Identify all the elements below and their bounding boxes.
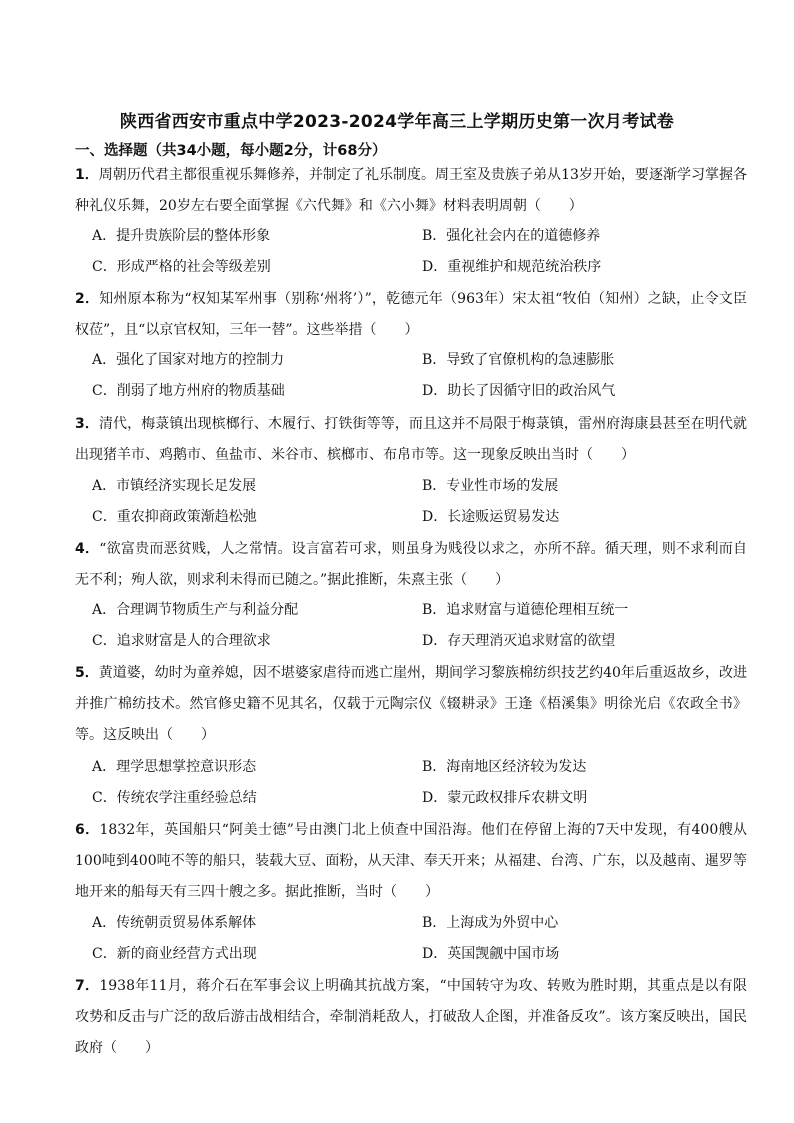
question-3 xyxy=(75,409,747,471)
question-text: 1832年，英国船只“阿美士德”号由澳门北上侦查中国沿海。他们在停留上海的7天中发现，有400艘从100吨到400吨不等的船只，装载大豆、面粉，从天津、奉天开来；从福建、台湾、广东，以及越南、暹罗等地开来的船每天有三四十艘之多。据此推断，当时（ ） xyxy=(75,822,747,900)
option-d: D．重视维护和规范统治秩序 xyxy=(422,259,602,275)
option-d: D．助长了因循守旧的政治风气 xyxy=(422,383,616,399)
option-d: D．长途贩运贸易发达 xyxy=(422,509,560,525)
question-text: 黄道婆，幼时为童养媳，因不堪婆家虐待而逃亡崖州，期间学习黎族棉纺织技艺约40年后重返故乡，改进并推广棉纺技术。然官修史籍不见其名，仅载于元陶宗仪《辍耕录》王逢《梧溪集》明徐光启《农政全书》等。这反映出（ ） xyxy=(75,665,747,743)
question-text: “欲富贵而恶贫贱，人之常情。设言富若可求，则虽身为贱役以求之，亦所不辞。循天理，则不求利而自无不利；殉人欲，则求利未得而已随之。”据此推断，朱熹主张（ ） xyxy=(75,541,747,588)
exam-title: 陕西省西安市重点中学2023-2024学年高三上学期历史第一次月考试卷 xyxy=(119,112,675,132)
option-a: A．市镇经济实现长足发展 xyxy=(92,478,257,494)
option-c: C．削弱了地方州府的物质基础 xyxy=(92,383,285,399)
question-6-options xyxy=(92,908,752,970)
option-c: C．新的商业经营方式出现 xyxy=(92,946,257,962)
question-text: 周朝历代君主都很重视乐舞修养，并制定了礼乐制度。周王室及贵族子弟从13岁开始，要逐渐学习掌握各种礼仪乐舞，20岁左右要全面掌握《六代舞》和《六小舞》材料表明周朝（ ） xyxy=(75,167,747,214)
option-a: A．理学思想掌控意识形态 xyxy=(92,759,257,775)
question-3-options xyxy=(92,471,752,533)
question-5-options xyxy=(92,752,752,814)
option-b: B．追求财富与道德伦理相互统一 xyxy=(422,602,629,618)
question-text: 知州原本称为“权知某军州事（别称‘州将’）”，乾德元年（963年）宋太祖“牧伯（知州）之缺，止令文臣权莅”，且“以京官权知，三年一替”。这些举措（ ） xyxy=(75,291,747,338)
question-text: 清代，梅菉镇出现槟榔行、木履行、打铁街等等，而且这并不局限于梅菉镇，雷州府海康县甚至在明代就出现猪羊市、鸡鹅市、鱼盐市、米谷市、槟榔市、布帛市等。这一现象反映出当时（ ） xyxy=(75,416,748,463)
question-2 xyxy=(75,284,747,346)
option-a: A．合理调节物质生产与利益分配 xyxy=(92,602,299,618)
question-5 xyxy=(75,658,747,751)
option-c: C．形成严格的社会等级差别 xyxy=(92,259,271,275)
question-number: 3． xyxy=(75,416,99,432)
question-text: 1938年11月，蒋介石在军事会议上明确其抗战方案，“中国转守为攻、转败为胜时期，其重点是以有限攻势和反击与广泛的敌后游击战相结合，牵制消耗敌人，打破敌人企图，并准备反攻”。该方案反映出，国民政府（ ） xyxy=(75,978,747,1056)
question-4 xyxy=(75,534,747,596)
option-b: B．上海成为外贸中心 xyxy=(422,915,559,931)
question-number: 5． xyxy=(75,665,99,681)
option-a: A．强化了国家对地方的控制力 xyxy=(92,352,285,368)
question-4-options xyxy=(92,595,752,657)
question-6 xyxy=(75,815,747,908)
option-c: C．追求财富是人的合理欲求 xyxy=(92,633,271,649)
question-number: 1． xyxy=(75,167,99,183)
option-b: B．强化社会内在的道德修养 xyxy=(422,228,601,244)
question-1-options xyxy=(92,221,752,283)
option-b: B．专业性市场的发展 xyxy=(422,478,559,494)
question-7 xyxy=(75,971,747,1064)
option-b: B．海南地区经济较为发达 xyxy=(422,759,587,775)
question-number: 7． xyxy=(75,978,100,994)
question-number: 2． xyxy=(75,291,100,307)
question-2-options xyxy=(92,345,752,407)
option-b: B．导致了官僚机构的急速膨胀 xyxy=(422,352,615,368)
option-d: D．存天理消灭追求财富的欲望 xyxy=(422,633,616,649)
option-a: A．传统朝贡贸易体系解体 xyxy=(92,915,257,931)
option-d: D．英国觊觎中国市场 xyxy=(422,946,560,962)
option-c: C．传统农学注重经验总结 xyxy=(92,790,257,806)
section-heading: 一、选择题（共34小题，每小题2分，计68分） xyxy=(75,143,387,159)
question-1 xyxy=(75,160,747,222)
option-d: D．蒙元政权排斥农耕文明 xyxy=(422,790,588,806)
option-c: C．重农抑商政策渐趋松弛 xyxy=(92,509,257,525)
option-a: A．提升贵族阶层的整体形象 xyxy=(92,228,271,244)
question-number: 4． xyxy=(75,541,100,557)
question-number: 6． xyxy=(75,822,100,838)
